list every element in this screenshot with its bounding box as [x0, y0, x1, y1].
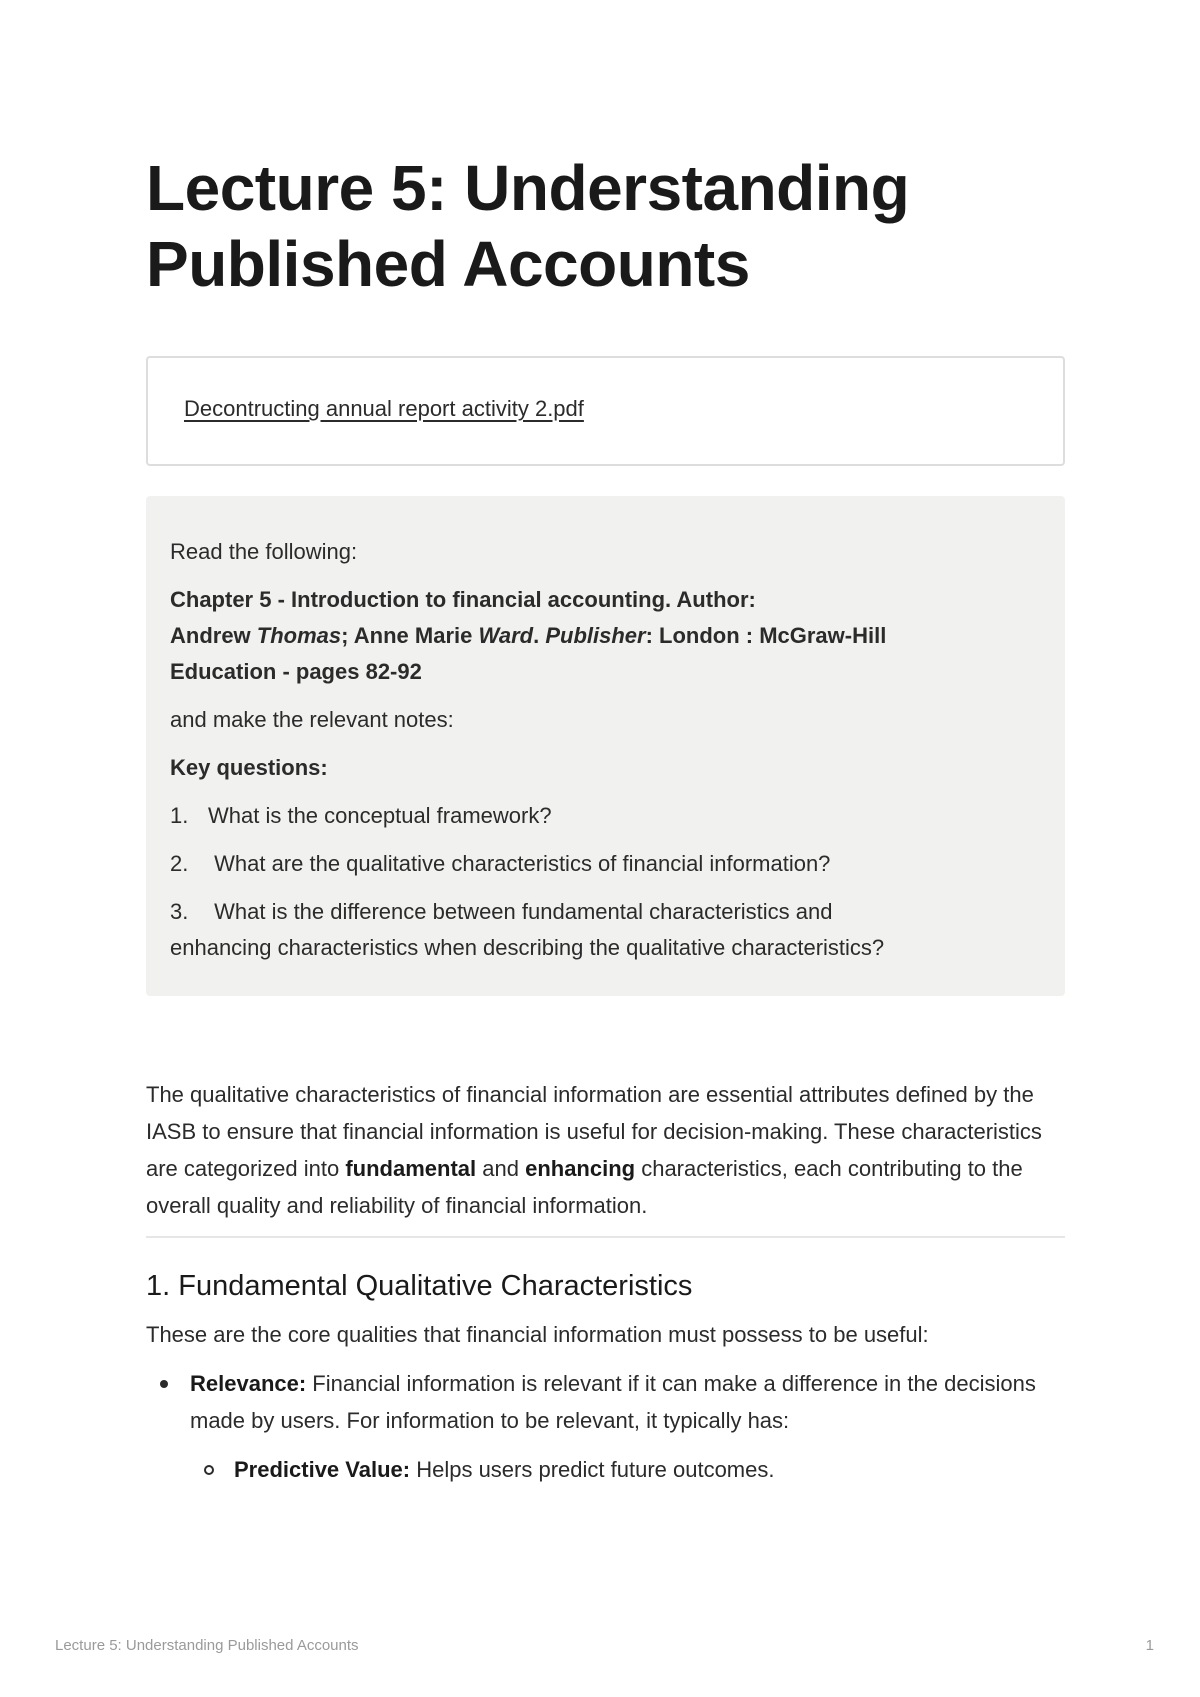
reference-part1: Chapter 5 - Introduction to financial accounting. Author: — [170, 587, 756, 612]
question-item — [170, 894, 1029, 966]
intro-bold-enhancing: enhancing — [525, 1156, 636, 1181]
page-content — [146, 150, 1065, 1488]
bullet-label: Relevance: — [190, 1371, 307, 1396]
intro-text-3: characteristics, each contributing to the overall quality and reliability of financial information. — [146, 1156, 1023, 1218]
question-item — [170, 846, 1029, 882]
reference-author2-last: Ward — [478, 623, 534, 648]
bullet-text: Financial information is relevant if it can make a difference in the decisions made by users. For information to be relevant, it typically has: — [190, 1371, 1036, 1433]
reference-citation — [170, 582, 1029, 690]
section-divider — [146, 1236, 1065, 1238]
reference-publisher-label: Publisher — [545, 623, 646, 648]
footer-title: Lecture 5: Understanding Published Accounts — [55, 1637, 359, 1654]
reference-publisher-value: : London : McGraw-Hill — [645, 623, 887, 648]
sub-list-item — [190, 1451, 1065, 1488]
title-line-1: Lecture 5: Understanding — [146, 152, 910, 224]
intro-paragraph — [146, 1076, 1065, 1224]
sub-bullet-list — [190, 1451, 1065, 1488]
reference-sep1: ; Anne Marie — [341, 623, 479, 648]
intro-text-2: and — [476, 1156, 526, 1181]
intro-bold-fundamental: fundamental — [345, 1156, 477, 1181]
bullet-ring-icon — [204, 1465, 214, 1475]
read-following-text: Read the following: — [170, 539, 358, 564]
section-intro: These are the core qualities that financial information must possess to be useful: — [146, 1322, 929, 1347]
attachment-block — [146, 356, 1065, 466]
question-item — [170, 798, 1029, 834]
intro-text-1: The qualitative characteristics of financial information are essential attributes defined by the IASB to ensure that financial information is useful for decision-making. These characteristics are categorized into — [146, 1082, 1042, 1181]
question-number: 3. — [170, 899, 189, 924]
bullet-list — [146, 1365, 1065, 1488]
question-text: What is the conceptual framework? — [208, 803, 552, 828]
title-line-2: Published Accounts — [146, 228, 750, 300]
sub-bullet-text: Helps users predict future outcomes. — [410, 1457, 775, 1482]
question-text: What is the difference between fundamental characteristics and — [208, 899, 833, 924]
make-notes-text: and make the relevant notes: — [170, 707, 454, 732]
page-number: 1 — [1145, 1637, 1154, 1654]
attachment-link[interactable]: Decontructing annual report activity 2.pdf — [184, 396, 584, 421]
list-item — [146, 1365, 1065, 1488]
question-text-continued: enhancing characteristics when describing the qualitative characteristics? — [170, 935, 885, 960]
question-number: 2. — [170, 851, 189, 876]
question-number: 1. — [170, 803, 189, 828]
key-questions-label: Key questions: — [170, 755, 328, 780]
section-heading: 1. Fundamental Qualitative Characteristics — [146, 1270, 693, 1302]
sub-bullet-label: Predictive Value: — [234, 1457, 411, 1482]
page-title — [146, 150, 1065, 302]
question-text: What are the qualitative characteristics of financial information? — [208, 851, 831, 876]
reference-sep2: . — [533, 623, 546, 648]
reference-author1-last: Thomas — [256, 623, 342, 648]
reading-callout — [146, 496, 1065, 996]
bullet-dot-icon — [160, 1380, 168, 1388]
reference-part3: Education - pages 82-92 — [170, 659, 422, 684]
reference-author1-first: Andrew — [170, 623, 257, 648]
